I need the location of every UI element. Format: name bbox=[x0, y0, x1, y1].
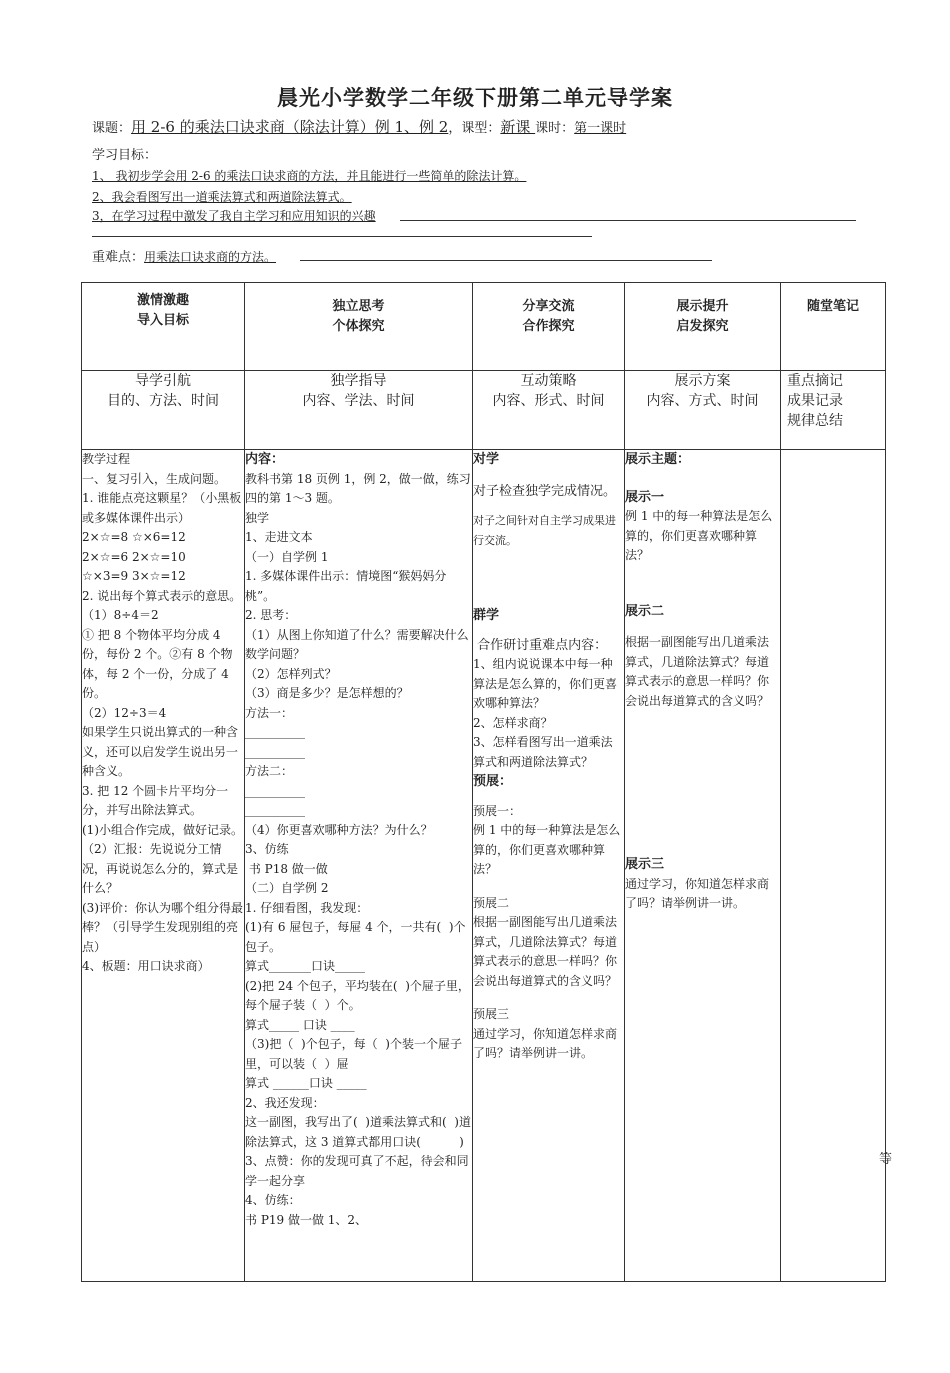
goal-item: 3，在学习过程中激发了我自主学习和应用知识的兴趣 bbox=[92, 209, 376, 223]
underline-rule bbox=[300, 260, 712, 261]
header-cell: 激情激趣 导入目标 bbox=[82, 283, 245, 371]
lesson-plan-table bbox=[81, 282, 886, 1282]
underline-rule bbox=[400, 220, 856, 221]
table-body-row bbox=[82, 450, 886, 1282]
presentation-column: 展示主题： 展示一 例 1 中的每一种算法是怎么算的，你们更喜欢哪种算法？ 展示二 根据一副图能写出几道乘法算式，几道除法算式？每道算式表示的意思一样吗？你会说出每道算式的含义吗？ 展示三 通过学习，你知道怎样求商了吗？请举例讲一讲。 bbox=[625, 450, 781, 1282]
period-label: 课时： bbox=[535, 121, 575, 136]
self-study-column: 内容： 教科书第 18 页例 1，例 2，做一做，练习四的第 1～3 题。 独学 1、走进文本 （一）自学例 1 1. 多媒体课件出示：情境图“猴妈妈分桃”。 2. 思考： （1）从图上你知道了什么？需要解决什么数学问题？ （2）怎样列式？ （3）商是多少？是怎样想的？ 方法一： __________ __________ 方法二： __________ __________ （4）你更喜欢哪种方法？为什么？ 3、仿练 书 P18 做一做 （二）自学例 2 1. 仔细看图，我发现： (1)有 6 屉包子，每屉 4 个，一共有( )个包子。 算式_______口诀_____ (2)把 24 个包子，平均装在( )个屉子里，每个屉子装（ ）个。 算式_____ 口诀 ____ （3)把（ )个包子，每（ )个装一个屉子里，可以装（ ）屉 算式 ______口诀 _____ 2、我还发现： 这一副图，我写出了( )道乘法算式和( )道除法算式，这 3 道算式都用口诀( ) 3、点赞：你的发现可真了不起，待会和同学一起分享 4、仿练： 书 P19 做一做 1、2、 bbox=[245, 450, 473, 1282]
header-cell: 独立思考 个体探究 bbox=[245, 283, 473, 371]
notes-column bbox=[781, 450, 886, 1282]
header-cell: 展示提升 启发探究 bbox=[625, 283, 781, 371]
subheader-cell: 独学指导 内容、学法、时间 bbox=[245, 371, 473, 450]
goal-item: 2、我会看图写出一道乘法算式和两道除法算式。 bbox=[92, 190, 352, 204]
lesson-meta bbox=[92, 116, 626, 137]
goals-label: 学习目标： bbox=[92, 148, 158, 163]
subheader-cell: 展示方案 内容、方式、时间 bbox=[625, 371, 781, 450]
underline-rule bbox=[92, 236, 592, 237]
type-value: 新课 bbox=[500, 118, 536, 136]
header-cell: 随堂笔记 bbox=[781, 283, 886, 371]
period-value: 第一课时 bbox=[574, 121, 627, 136]
type-label: ，课型： bbox=[448, 121, 501, 136]
topic-label: 课题： bbox=[92, 121, 132, 136]
subheader-cell: 重点摘记 成果记录 规律总结 bbox=[781, 371, 886, 450]
difficulty-value: 用乘法口诀求商的方法。 bbox=[144, 250, 277, 264]
topic-value: 用 2-6 的乘法口诀求商（除法计算）例 1、例 2 bbox=[131, 118, 449, 136]
interaction-column: 对学 对子检查独学完成情况。 对子之间针对自主学习成果进行交流。 群学 合作研讨重难点内容： 1、组内说说课本中每一种算法是怎么算的，你们更喜欢哪种算法？ 2、怎样求商？ 3、怎样看图写出一道乘法算式和两道除法算式？ 预展： 预展一： 例 1 中的每一种算法是怎么算的，你们更喜欢哪种算法？ 预展二 根据一副图能写出几道乘法算式，几道除法算式？每道算式表示的意思一样吗？你会说出每道算式的含义吗？ 预展三 通过学习，你知道怎样求商了吗？请举例讲一讲。 bbox=[473, 450, 625, 1282]
difficulty-label: 重难点： bbox=[92, 250, 145, 265]
subheader-cell: 互动策略 内容、形式、时间 bbox=[473, 371, 625, 450]
header-cell: 分享交流 合作探究 bbox=[473, 283, 625, 371]
difficulty bbox=[92, 246, 276, 265]
subheader-cell: 导学引航 目的、方法、时间 bbox=[82, 371, 245, 450]
guide-column: 教学过程 一、复习引入，生成问题。 1. 谁能点亮这颗星？（小黑板或多媒体课件出示） 2×☆=8 ☆×6=12 2×☆=6 2×☆=10 ☆×3=9 3×☆=12 2. 说出每个算式表示的意思。 （1）8÷4＝2 ① 把 8 个物体平均分成 4 份，每份 2 个。②有 8 个物体，每 2 个一份，分成了 4 份。 （2）12÷3＝4 如果学生只说出算式的一种含义，还可以启发学生说出另一种含义。 3. 把 12 个圆卡片平均分一分，并写出除法算式。 (1)小组合作完成，做好记录。 （2）汇报：先说说分工情况，再说说怎么分的，算式是什么？ (3)评价：你认为哪个组分得最棒？（引导学生发现别组的亮点） 4、板题：用口诀求商） bbox=[82, 450, 245, 1282]
stray-character: 等 bbox=[879, 1152, 893, 1167]
goal-item: 1、 我初步学会用 2-6 的乘法口诀求商的方法，并且能进行一些简单的除法计算。 bbox=[92, 169, 527, 183]
table-header-row bbox=[82, 283, 886, 371]
table-subheader-row bbox=[82, 371, 886, 450]
page-title: 晨光小学数学二年级下册第二单元导学案 bbox=[277, 86, 673, 110]
